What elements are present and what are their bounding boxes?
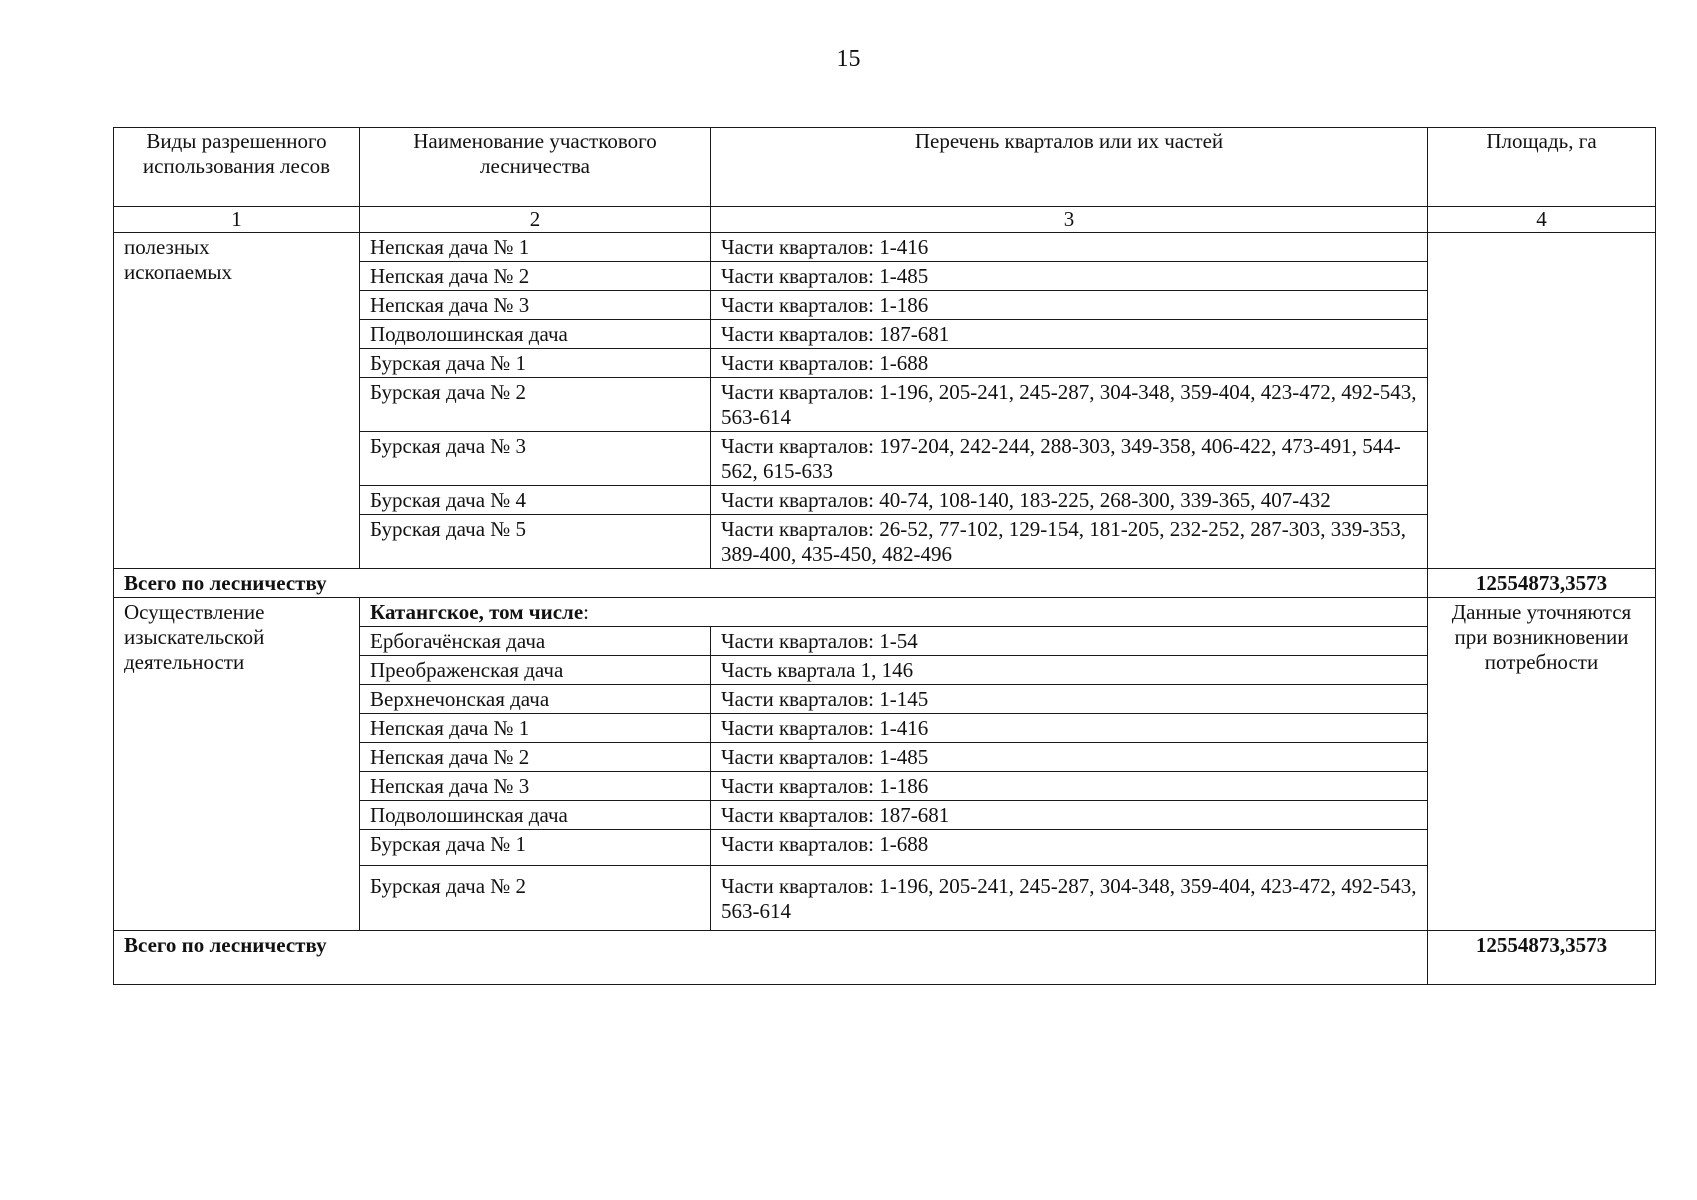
forestry-name-cell: Бурская дача № 5 [360, 515, 711, 569]
forestry-name-cell: Непская дача № 1 [360, 233, 711, 262]
header-row [114, 128, 1656, 207]
section-survey [114, 598, 1656, 931]
use-type-cell: Осуществление изыскательской деятельности [114, 598, 360, 931]
header-use-type: Виды разрешенного использования лесов [114, 128, 360, 207]
quarters-cell: Части кварталов: 1-186 [711, 291, 1428, 320]
quarters-cell: Части кварталов: 1-688 [711, 830, 1428, 866]
table-row [114, 598, 1656, 627]
total-label: Всего по лесничеству [114, 931, 1428, 985]
quarters-cell: Части кварталов: 1-186 [711, 772, 1428, 801]
quarters-cell: Части кварталов: 197-204, 242-244, 288-303, 349-358, 406-422, 473-491, 544-562, 615-633 [711, 432, 1428, 486]
forestry-name-cell: Бурская дача № 3 [360, 432, 711, 486]
header-area: Площадь, га [1428, 128, 1656, 207]
area-cell [1428, 233, 1656, 569]
forestry-name-cell: Ербогачёнская дача [360, 627, 711, 656]
column-number: 4 [1428, 207, 1656, 233]
quarters-cell: Части кварталов: 26-52, 77-102, 129-154, 181-205, 232-252, 287-303, 339-353, 389-400, 435-450, 482-496 [711, 515, 1428, 569]
quarters-cell: Части кварталов: 40-74, 108-140, 183-225, 268-300, 339-365, 407-432 [711, 486, 1428, 515]
total-row [114, 931, 1656, 985]
area-note-cell: Данные уточняются при возникновении потребности [1428, 598, 1656, 931]
forestry-name-cell: Преображенская дача [360, 656, 711, 685]
forestry-group-suffix: : [583, 600, 589, 624]
column-number: 2 [360, 207, 711, 233]
total-row [114, 569, 1656, 598]
forestry-name-cell: Верхнечонская дача [360, 685, 711, 714]
section-mining [114, 233, 1656, 569]
forestry-name-cell: Бурская дача № 2 [360, 866, 711, 931]
table-row [114, 233, 1656, 262]
quarters-cell: Части кварталов: 1-416 [711, 233, 1428, 262]
quarters-cell: Часть квартала 1, 146 [711, 656, 1428, 685]
total-label: Всего по лесничеству [114, 569, 1428, 598]
header-quarters-list: Перечень кварталов или их частей [711, 128, 1428, 207]
forestry-name-cell: Непская дача № 3 [360, 772, 711, 801]
quarters-cell: Части кварталов: 1-54 [711, 627, 1428, 656]
forestry-name-cell: Бурская дача № 2 [360, 378, 711, 432]
quarters-cell: Части кварталов: 1-196, 205-241, 245-287, 304-348, 359-404, 423-472, 492-543, 563-614 [711, 866, 1428, 931]
quarters-cell: Части кварталов: 187-681 [711, 320, 1428, 349]
quarters-cell: Части кварталов: 1-485 [711, 743, 1428, 772]
total-value: 12554873,3573 [1428, 931, 1656, 985]
header-forestry-name: Наименование участкового лесничества [360, 128, 711, 207]
forest-use-table [113, 127, 1656, 985]
forestry-name-cell: Непская дача № 2 [360, 743, 711, 772]
forestry-name-cell: Непская дача № 2 [360, 262, 711, 291]
use-type-cell: полезных ископаемых [114, 233, 360, 569]
column-number: 1 [114, 207, 360, 233]
quarters-cell: Части кварталов: 1-485 [711, 262, 1428, 291]
quarters-cell: Части кварталов: 187-681 [711, 801, 1428, 830]
forestry-name-cell: Подволошинская дача [360, 801, 711, 830]
page-number: 15 [836, 46, 861, 72]
forestry-name-cell: Подволошинская дача [360, 320, 711, 349]
quarters-cell: Части кварталов: 1-416 [711, 714, 1428, 743]
quarters-cell: Части кварталов: 1-145 [711, 685, 1428, 714]
forestry-name-cell: Непская дача № 3 [360, 291, 711, 320]
total-value: 12554873,3573 [1428, 569, 1656, 598]
forestry-name-cell: Бурская дача № 4 [360, 486, 711, 515]
quarters-cell: Части кварталов: 1-688 [711, 349, 1428, 378]
column-numbers-row [114, 207, 1656, 233]
column-number: 3 [711, 207, 1428, 233]
forestry-group-name: Катангское, том числе [370, 600, 584, 624]
forestry-name-cell: Непская дача № 1 [360, 714, 711, 743]
forestry-name-cell: Бурская дача № 1 [360, 830, 711, 866]
forestry-group-cell [360, 598, 1428, 627]
quarters-cell: Части кварталов: 1-196, 205-241, 245-287, 304-348, 359-404, 423-472, 492-543, 563-614 [711, 378, 1428, 432]
forestry-name-cell: Бурская дача № 1 [360, 349, 711, 378]
